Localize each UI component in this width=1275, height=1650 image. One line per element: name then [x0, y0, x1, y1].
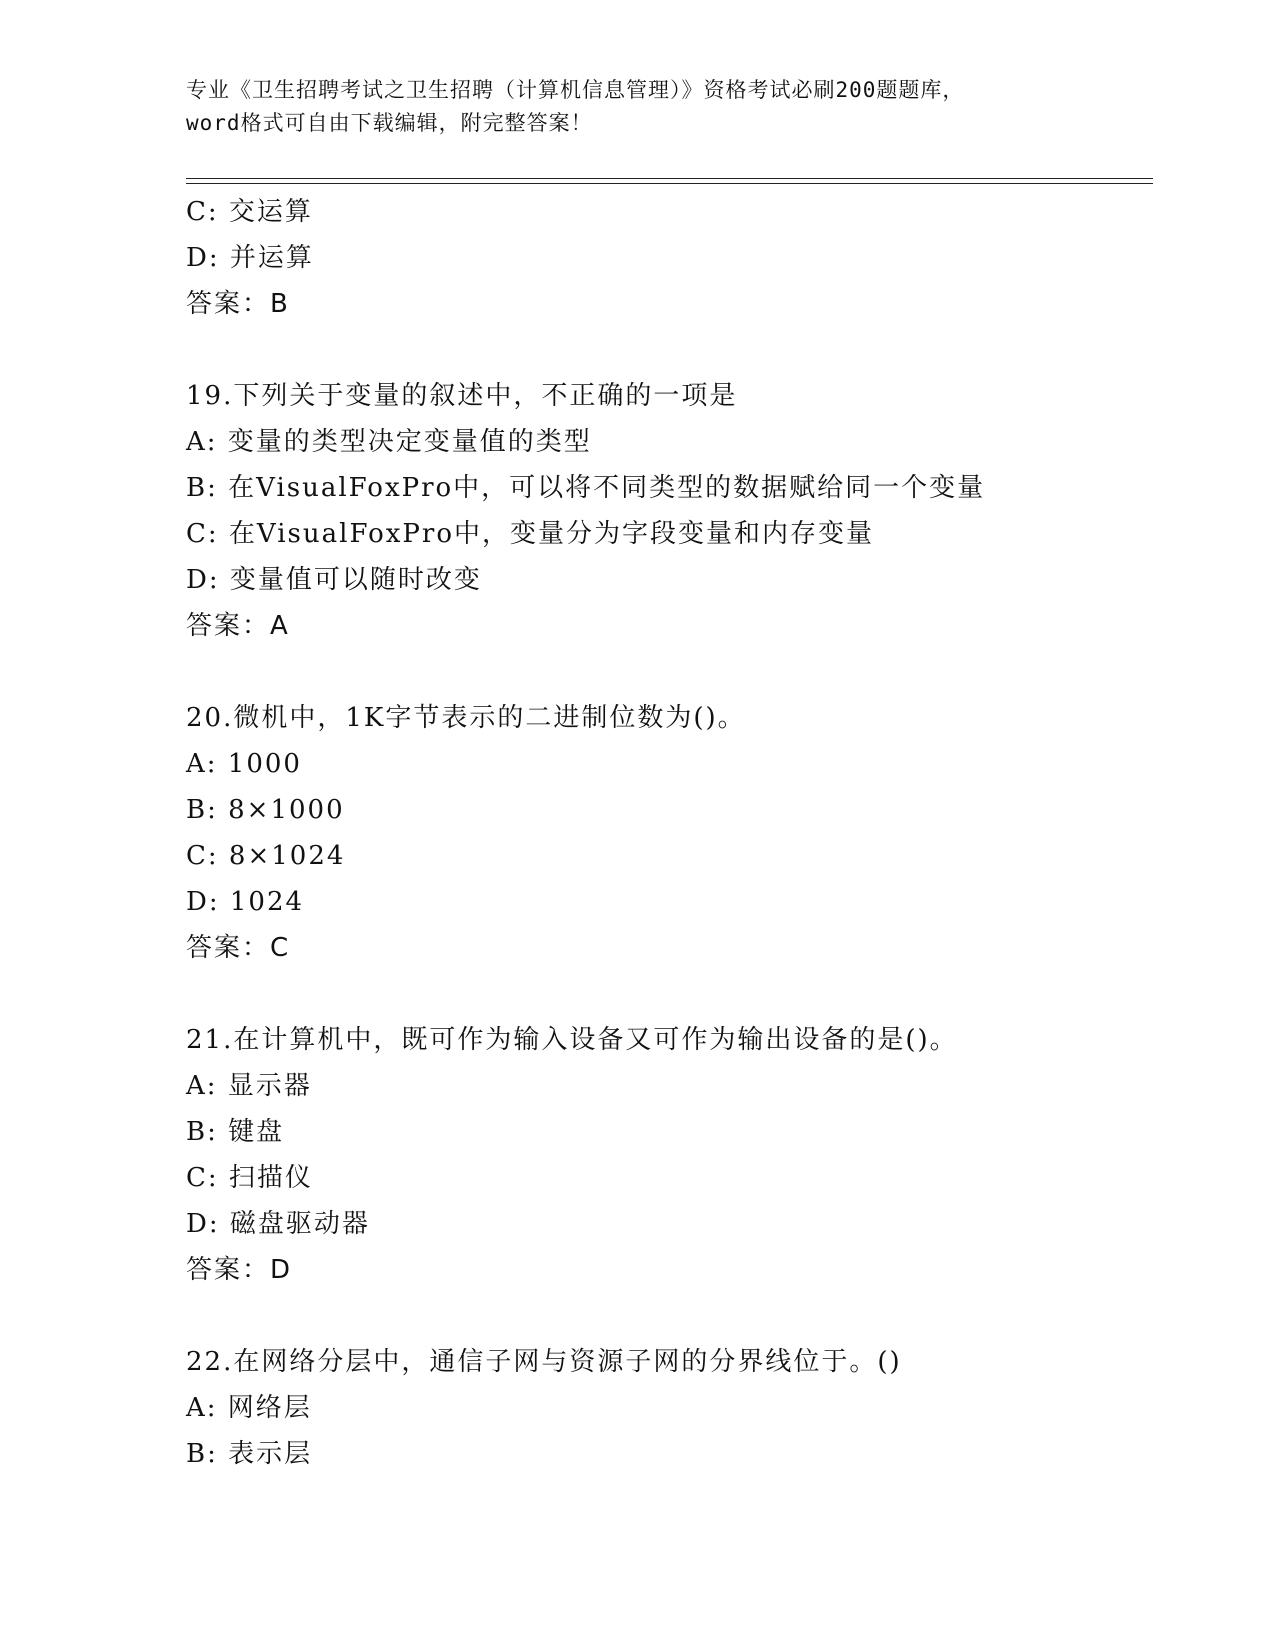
question-22: [186, 1339, 1136, 1477]
answer-line: 答案：D: [186, 1255, 293, 1285]
option-c: C: 8×1024: [186, 841, 346, 871]
document-header: [186, 74, 1086, 140]
option-b: B: 表示层: [186, 1439, 313, 1469]
spacer: [186, 327, 1136, 373]
question-21: [186, 1017, 1136, 1293]
option-a: A: 网络层: [186, 1393, 312, 1423]
question-text: 22.在网络分层中，通信子网与资源子网的分界线位于。(): [186, 1347, 902, 1377]
header-divider-top: [186, 178, 1153, 179]
question-20: [186, 695, 1136, 971]
question-text: 19.下列关于变量的叙述中，不正确的一项是: [186, 381, 738, 411]
header-title-line-1: 专业《卫生招聘考试之卫生招聘（计算机信息管理）》资格考试必刷200题题库，: [186, 78, 965, 102]
option-c: C: 扫描仪: [186, 1163, 313, 1193]
question-text: 21.在计算机中，既可作为输入设备又可作为输出设备的是()。: [186, 1025, 958, 1055]
answer-line: 答案：B: [186, 289, 290, 319]
spacer: [186, 971, 1136, 1017]
header-divider-bottom: [186, 183, 1153, 184]
answer-line: 答案：C: [186, 933, 291, 963]
question-19: [186, 373, 1136, 649]
option-c: C: 交运算: [186, 197, 313, 227]
spacer: [186, 649, 1136, 695]
option-d: D: 变量值可以随时改变: [186, 565, 482, 595]
option-a: A: 1000: [186, 749, 302, 779]
spacer: [186, 1293, 1136, 1339]
question-list: [186, 189, 1136, 1477]
header-title-line-2: word格式可自由下载编辑，附完整答案！: [186, 111, 593, 135]
question-18-tail: [186, 189, 1136, 327]
option-a: A: 变量的类型决定变量值的类型: [186, 427, 592, 457]
option-b: B: 在VisualFoxPro中，可以将不同类型的数据赋给同一个变量: [186, 473, 986, 503]
option-d: D: 磁盘驱动器: [186, 1209, 370, 1239]
option-c: C: 在VisualFoxPro中，变量分为字段变量和内存变量: [186, 519, 874, 549]
option-a: A: 显示器: [186, 1071, 312, 1101]
question-text: 20.微机中，1K字节表示的二进制位数为()。: [186, 703, 746, 733]
option-d: D: 并运算: [186, 243, 314, 273]
option-d: D: 1024: [186, 887, 305, 917]
option-b: B: 8×1000: [186, 795, 345, 825]
option-b: B: 键盘: [186, 1117, 285, 1147]
answer-line: 答案：A: [186, 611, 290, 641]
